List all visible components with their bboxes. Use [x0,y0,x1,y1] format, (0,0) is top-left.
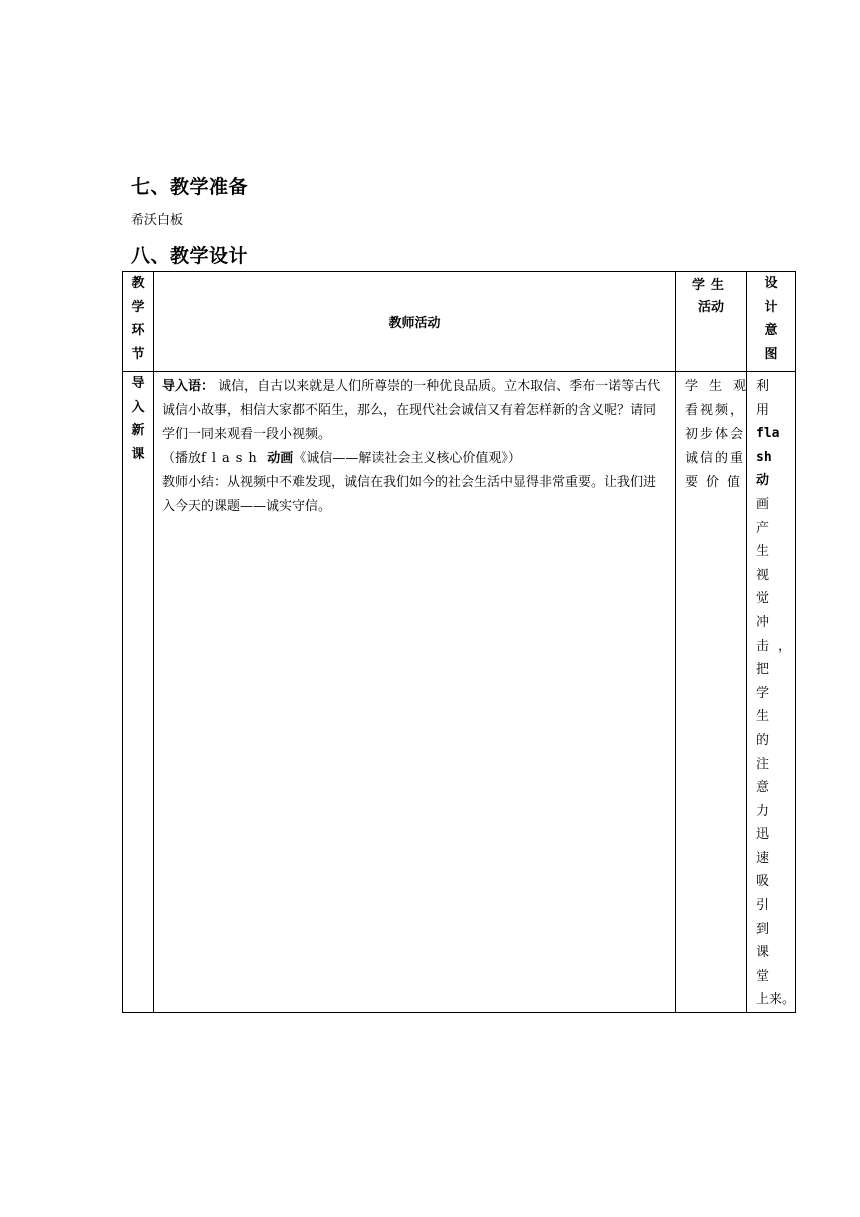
intent-line: 击， [756,638,801,654]
intent-line: 生的 [756,709,779,748]
header-stage-char: 节 [131,346,145,362]
intro-text: 诚信，自古以来就是人们所尊崇的一种优良品质。立木取信、季布一诺等古代诚信小故事，相信大家都不陌生，那么，在现代社会诚信又有着怎样新的含义呢？请同学们一同来观看一段小视频。 [162,379,661,442]
intent-line: 上来。 [756,992,796,1008]
header-student-line: 学生 [691,278,730,293]
header-intent-char: 设 [764,276,778,291]
stage-char: 课 [131,446,145,462]
intent-line: 引到 [756,898,779,937]
intent-line: 用 [756,402,770,418]
stage-char: 导 [131,376,145,391]
table-row [123,372,796,1013]
header-stage [123,272,154,372]
stage-cell [123,372,154,1013]
intro-label: 导入语： [162,379,215,394]
play-flash: flash [201,451,263,466]
header-intent-char: 意 [764,323,778,338]
teaching-prep-text: 希沃白板 [131,213,184,228]
table-header-row [123,272,796,372]
intent-line: 觉冲 [756,591,779,630]
intent-line: 力迅 [756,803,779,843]
play-bold: 动画 [262,451,294,466]
summary-paragraph: 教师小结：从视频中不难发现，诚信在我们如今的社会生活中显得非常重要。让我们进入今天的课题——诚实守信。 [162,475,657,514]
header-stage-char: 学 [131,299,145,315]
teaching-design-table [122,271,801,1013]
play-title: 《诚信——解读社会主义核心价值观》） [293,451,521,466]
header-student-line: 活动 [697,300,724,315]
header-teacher-activity: 教师活动 [154,272,676,372]
student-line: 要价值 [685,475,749,490]
header-design-intent [747,272,796,372]
teacher-activity-cell [154,372,676,1013]
intent-line: 动 [756,473,770,489]
student-line: 诚信的重 [685,451,746,466]
student-line: 看视频， [685,403,746,418]
section-heading-teaching-design: 八、教学设计 [131,245,249,267]
section-heading-teaching-prep: 七、教学准备 [131,176,249,198]
intent-line: sh [756,449,772,465]
intent-line: 画产 [756,496,779,536]
student-line: 初步体会 [685,427,746,442]
student-activity-cell [676,372,758,1013]
play-paragraph [162,447,667,471]
header-intent-char: 图 [764,346,778,362]
intent-line: 把学 [756,662,779,701]
play-prefix: （播放 [162,451,202,466]
intro-paragraph [162,375,667,447]
design-intent-cell [747,372,801,1013]
intent-line: 课堂 [756,945,779,984]
intent-line: 速吸 [756,850,779,890]
header-stage-char: 教 [131,276,145,291]
header-intent-char: 计 [764,299,778,315]
intent-line: 利 [756,379,770,394]
intent-line: 注意 [756,756,779,796]
intent-line: fla [756,426,780,442]
header-student-activity [676,272,747,372]
student-line: 学生观 [685,379,758,394]
stage-char: 入 [131,399,145,415]
header-stage-char: 环 [131,323,145,338]
intent-line: 生视 [756,544,779,583]
stage-char: 新 [131,423,145,438]
